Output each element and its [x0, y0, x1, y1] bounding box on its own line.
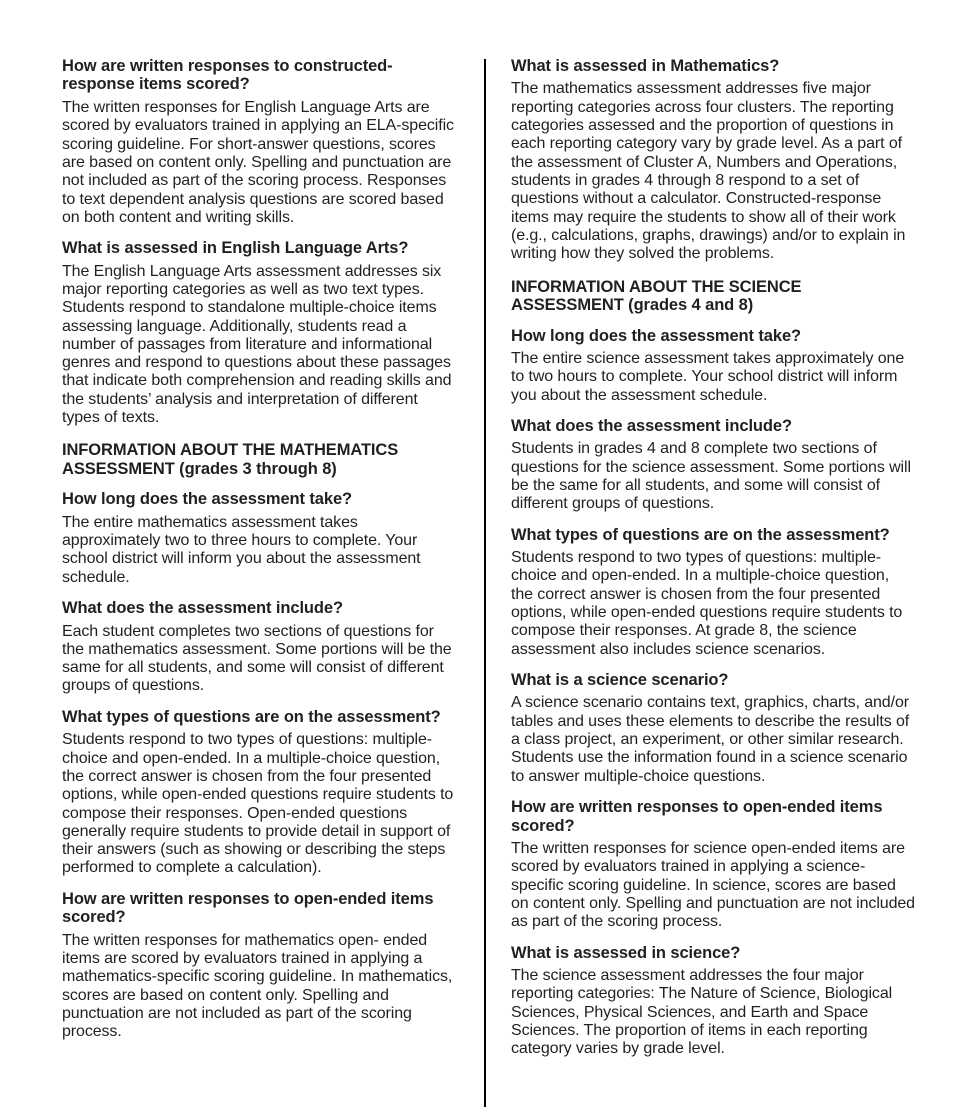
question-heading: What does the assessment include?: [62, 599, 343, 618]
answer-text: Students in grades 4 and 8 complete two sections of questions for the science assessment. Some portions will be the same for all students, and some will consist of different groups of questions.: [511, 440, 911, 513]
qa-block: [511, 417, 915, 514]
answer-text: The written responses for English Language Arts are scored by evaluators trained in applying an ELA-specific scoring guideline. For short-answer questions, scores are based on content only. Spelling and punctuation are not included as part of the scoring process. Responses to text dependent analysis questions are scored based on both content and writing skills.: [62, 98, 454, 226]
question-heading: What is assessed in English Language Arts?: [62, 239, 409, 258]
answer-text: The written responses for mathematics open- ended items are scored by evaluators trained in applying a mathematics-specific scoring guideline. In mathematics, scores are based on content only. Spelling and punctuation are not included as part of the scoring process.: [62, 931, 453, 1041]
question-heading: What is a science scenario?: [511, 671, 729, 689]
answer-text: A science scenario contains text, graphics, charts, and/or tables and uses these elements to describe the results of a class project, an experiment, or other similar research. Students use the information found in a science scenario to answer multiple-choice questions.: [511, 694, 910, 785]
answer-text: The English Language Arts assessment addresses six major reporting categories as well as two text types. Students respond to standalone multiple-choice items assessing language. Additionally, students read a number of passages from literature and informational genres and respond to questions about these passages that indicate both comprehension and reading skills and the students’ analysis and interpretation of different types of texts.: [62, 262, 452, 427]
section-header: INFORMATION ABOUT THE SCIENCE ASSESSMENT (grades 4 and 8): [511, 277, 802, 315]
question-heading: How long does the assessment take?: [62, 490, 353, 509]
answer-text: The science assessment addresses the four major reporting categories: The Nature of Science, Biological Sciences, Physical Sciences, and Earth and Space Sciences. The proportion of items in each reporting category varies by grade level.: [511, 967, 893, 1058]
question-heading: What is assessed in Mathematics?: [511, 57, 780, 75]
column-divider-line: [484, 59, 486, 1107]
qa-block: [511, 327, 915, 405]
qa-block: [511, 671, 915, 786]
qa-block: [62, 890, 459, 1042]
qa-block: [511, 526, 915, 659]
question-heading: What does the assessment include?: [511, 416, 792, 435]
question-heading: How long does the assessment take?: [511, 326, 802, 345]
qa-block: [62, 57, 459, 227]
question-heading: What types of questions are on the assessment?: [62, 707, 441, 726]
question-heading: How are written responses to constructed-response items scored?: [62, 57, 393, 94]
qa-block: [62, 708, 459, 878]
answer-text: Each student completes two sections of questions for the mathematics assessment. Some portions will be the same for all students, and some will consist of different groups of questions.: [62, 622, 452, 695]
qa-block: [511, 944, 915, 1059]
answer-text: Students respond to two types of questions: multiple-choice and open-ended. In a multiple-choice question, the correct answer is chosen from the four presented options, while open-ended questions require students to compose their responses. At grade 8, the science assessment also includes science scenarios.: [511, 549, 903, 658]
qa-block: [511, 57, 915, 264]
answer-text: Students respond to two types of questions: multiple-choice and open-ended. In a multiple-choice question, the correct answer is chosen from the four presented options, while open-ended questions require students to compose their responses. Open-ended questions generally require students to provide detail in support of their answers (such as showing or describing the steps performed to complete a calculation).: [62, 731, 454, 877]
answer-text: The entire mathematics assessment takes approximately two to three hours to complete. Your school district will inform you about the assessment schedule.: [62, 513, 421, 586]
question-heading: How are written responses to open-ended items scored?: [62, 889, 434, 927]
question-heading: What is assessed in science?: [511, 943, 741, 962]
right-column: [511, 57, 915, 1059]
section-header-block: [511, 278, 915, 315]
section-header: INFORMATION ABOUT THE MATHEMATICS ASSESSMENT (grades 3 through 8): [62, 441, 399, 478]
question-heading: What types of questions are on the assessment?: [511, 525, 890, 544]
left-column: [62, 57, 459, 1042]
section-header-block: [62, 441, 459, 478]
qa-block: [62, 239, 459, 427]
qa-block: [511, 798, 915, 932]
qa-block: [62, 599, 459, 696]
answer-text: The written responses for science open-ended items are scored by evaluators trained in applying a science-specific scoring guideline. In science, scores are based on content only. Spelling and punctuation are not included as part of the scoring process.: [511, 839, 915, 931]
answer-text: The entire science assessment takes approximately one to two hours to complete. Your school district will inform you about the assessment schedule.: [511, 350, 905, 404]
question-heading: How are written responses to open-ended items scored?: [511, 798, 883, 835]
qa-block: [62, 490, 459, 587]
answer-text: The mathematics assessment addresses five major reporting categories across four clusters. The reporting categories assessed and the proportion of questions in each reporting category vary by grade level. As a part of the assessment of Cluster A, Numbers and Operations, students in grades 4 through 8 respond to a set of questions without a calculator. Constructed-response items may require the students to show all of their work (e.g., calculations, graphs, drawings) and/or to explain in writing how they solved the problems.: [511, 80, 906, 263]
